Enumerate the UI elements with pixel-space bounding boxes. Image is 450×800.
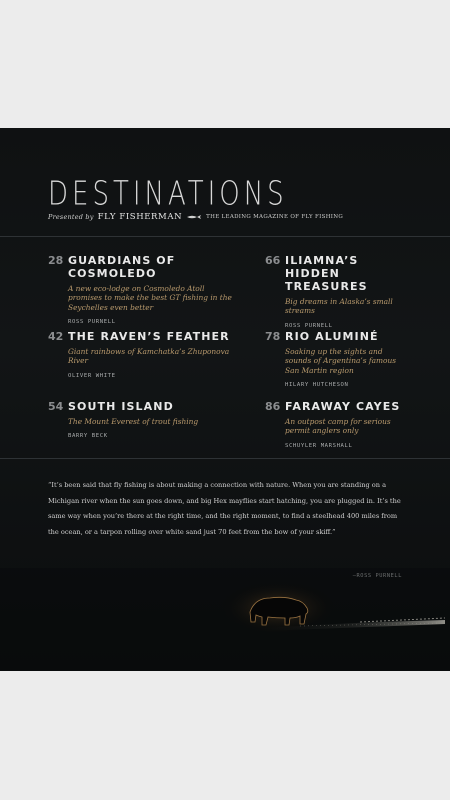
quote-attribution: –ROSS PURNELL — [352, 573, 402, 579]
entry-title: GUARDIANS OF COSMOLEDO — [68, 254, 176, 280]
entry-author: HILARY HUTCHESON — [285, 381, 349, 388]
toc-entry[interactable] — [48, 330, 233, 379]
entry-title: SOUTH ISLAND — [68, 400, 174, 413]
toc-entry[interactable] — [265, 254, 405, 329]
entry-author: SCHUYLER MARSHALL — [285, 442, 353, 449]
entry-description: An outpost camp for serious permit anglers only — [285, 417, 391, 436]
entry-title: ILIAMNA’S HIDDEN TREASURES — [285, 254, 368, 293]
entry-author: ROSS PURNELL — [68, 318, 116, 325]
page-number: 86 — [265, 400, 281, 413]
presented-by-line — [48, 212, 408, 222]
entry-title: FARAWAY CAYES — [285, 400, 401, 413]
page-title: DESTINATIONS — [48, 175, 288, 213]
middle-divider — [0, 458, 450, 459]
presented-by-label: Presented by — [48, 213, 94, 221]
top-divider — [0, 236, 450, 237]
entry-author: OLIVER WHITE — [68, 372, 116, 379]
page-number: 28 — [48, 254, 64, 267]
brand-name: FLY FISHERMAN — [97, 212, 183, 222]
entry-title: THE RAVEN’S FEATHER — [68, 330, 230, 343]
entry-description: The Mount Everest of trout fishing — [68, 417, 199, 426]
river-scene — [0, 568, 450, 671]
toc-page — [0, 128, 450, 671]
toc-entry[interactable] — [48, 400, 233, 439]
page-number: 42 — [48, 330, 64, 343]
entry-description: Soaking up the sights and sounds of Argentina’s famous San Martin region — [285, 347, 397, 375]
toc-entry[interactable] — [48, 254, 233, 325]
toc-entry[interactable] — [265, 400, 405, 449]
brand-tagline: THE LEADING MAGAZINE OF FLY FISHING — [206, 214, 344, 220]
toc-entry[interactable] — [265, 330, 405, 388]
page-number: 54 — [48, 400, 64, 413]
entry-title: RIO ALUMINÉ — [285, 330, 379, 343]
entry-author: ROSS PURNELL — [285, 322, 333, 329]
masthead — [48, 175, 408, 222]
entry-author: BARRY BECK — [68, 433, 108, 440]
page-number: 66 — [265, 254, 281, 267]
page-number: 78 — [265, 330, 281, 343]
entry-description: A new eco-lodge on Cosmoledo Atoll promises to make the best GT fishing in the Seychelles even better — [68, 284, 232, 312]
entry-description: Big dreams in Alaska’s small streams — [285, 297, 393, 316]
fish-icon — [186, 214, 202, 220]
pull-quote: “It’s been said that fly fishing is about making a connection with nature. When you are standing on a Michigan river when the sun goes down, and big Hex mayflies start hatching, you are plugged in. It’s the same way when you’re there at the right time, and the right moment, to find a steelhead 400 miles from the ocean, or a tarpon rolling over white sand just 70 feet from the bow of your skiff.” — [48, 481, 401, 536]
entry-description: Giant rainbows of Kamchatka’s Zhuponova River — [68, 347, 230, 366]
